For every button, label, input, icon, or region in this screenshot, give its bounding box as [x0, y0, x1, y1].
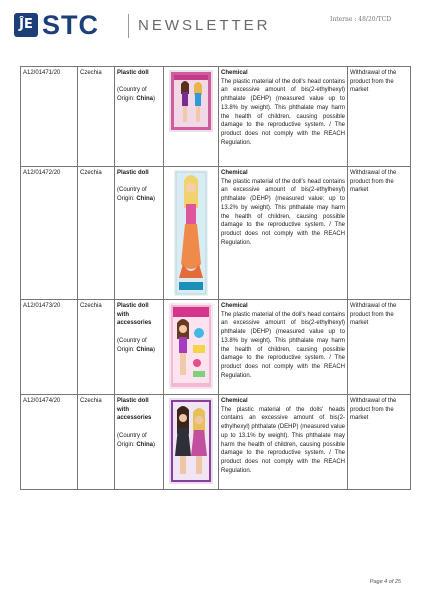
risk-cell — [219, 300, 348, 395]
table-row — [21, 395, 411, 490]
risk-type: Chemical — [221, 398, 248, 404]
country-of-origin: (Country of Origin: China) — [117, 187, 156, 203]
measure-taken: Withdrawal of the product from the market — [348, 167, 411, 300]
table-row — [21, 67, 411, 167]
measure-taken: Withdrawal of the product from the market — [348, 67, 411, 167]
notifying-country: Czechia — [78, 395, 115, 490]
risk-description: The plastic material of the doll's head contains an excessive amount of bis(2-ethylhexyl) phthalate (DEHP) (measured value up to 13.8% by weight). This phthalate may harm the health of children, causing possible damage to the reproductive system. / The product does not comply with the REACH Regulation. — [221, 311, 345, 379]
product-name: Plastic doll — [117, 170, 149, 176]
risk-cell — [219, 167, 348, 300]
country-of-origin: (Country of Origin: China) — [117, 432, 156, 448]
notifying-country: Czechia — [78, 300, 115, 395]
alert-reference: A12/01472/20 — [21, 167, 78, 300]
alert-reference: A12/01473/20 — [21, 300, 78, 395]
risk-cell — [219, 67, 348, 167]
doll-4-image — [169, 398, 213, 484]
table-row — [21, 167, 411, 300]
section-title: NEWSLETTER — [138, 17, 271, 34]
doll-2-image — [174, 170, 208, 296]
header-divider — [128, 14, 129, 38]
product-image-cell — [164, 67, 219, 167]
page-number: Page 4 of 25 — [369, 579, 401, 585]
product-name: Plastic doll with accessories — [117, 398, 152, 422]
country-of-origin: (Country of Origin: China) — [117, 337, 156, 353]
product-name: Plastic doll — [117, 70, 149, 76]
measure-taken: Withdrawal of the product from the market — [348, 395, 411, 490]
product-cell — [115, 300, 164, 395]
risk-description: The plastic material of the dolls' heads contains an excessive amount of bis(2-ethylhexyl) phthalate (DEHP) (measured value up to 13.1% by weight). This phthalate may harm the health of children, causing possible damage to the reproductive system. / The product does not comply with the REACH Regulation. — [221, 406, 345, 474]
product-image-cell — [164, 167, 219, 300]
measure-taken: Withdrawal of the product from the market — [348, 300, 411, 395]
product-cell — [115, 395, 164, 490]
product-image-cell — [164, 300, 219, 395]
table-row — [21, 300, 411, 395]
risk-description: The plastic material of the doll's head contains an excessive amount of bis(2-ethylhexyl) phthalate (DEHP) (measured value up to 13.8% by weight). This phthalate may harm the health of children, causing possible damage to the reproductive system. / The product does not comply with the REACH Regulation. — [221, 78, 345, 146]
product-alerts-table — [20, 66, 411, 490]
doll-1-image — [169, 70, 213, 132]
risk-type: Chemical — [221, 303, 248, 309]
internal-reference: Interne : 48/20/TCD — [329, 16, 391, 23]
doll-3-image — [169, 303, 213, 389]
notifying-country: Czechia — [78, 67, 115, 167]
product-image-cell — [164, 395, 219, 490]
notifying-country: Czechia — [78, 167, 115, 300]
product-cell — [115, 167, 164, 300]
stc-logo-mark — [14, 13, 38, 37]
risk-cell — [219, 395, 348, 490]
risk-type: Chemical — [221, 170, 248, 176]
stc-logo-text: STC — [42, 10, 99, 40]
product-name: Plastic doll with accessories — [117, 303, 152, 327]
risk-description: The plastic material of the doll's head contains an excessive amount of bis(2-ethylhexyl) phthalate (DEHP) (measured value: up to 13.2% by weight). This phthalate may harm the health of children, causing possible damage to the reproductive system. / The product does not comply with the REACH Regulation. — [221, 178, 345, 246]
alert-reference: A12/01474/20 — [21, 395, 78, 490]
product-cell — [115, 67, 164, 167]
country-of-origin: (Country of Origin: China) — [117, 87, 156, 103]
alert-reference: A12/01471/20 — [21, 67, 78, 167]
logo-mark-glyph: ĴE — [19, 17, 33, 32]
newsletter-header — [0, 0, 425, 50]
risk-type: Chemical — [221, 70, 248, 76]
